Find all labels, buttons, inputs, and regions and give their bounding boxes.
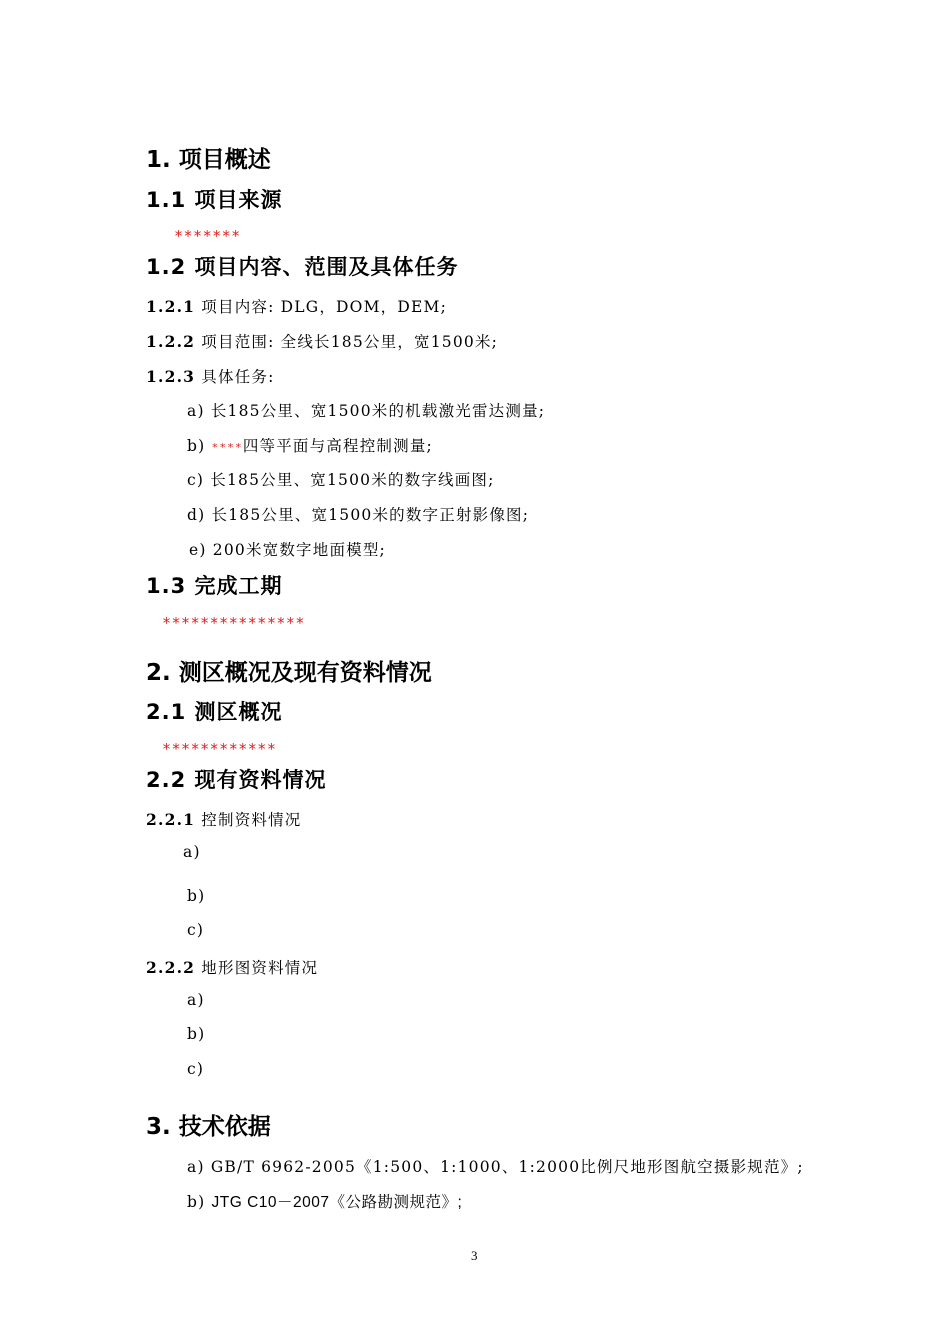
page-number: 3 xyxy=(471,1248,478,1263)
item-2-2-1 xyxy=(146,808,302,830)
reference-item-a xyxy=(187,1155,804,1177)
task-label: e) xyxy=(189,541,207,559)
task-label: c) xyxy=(187,471,205,489)
task-text: 长185公里、宽1500米的机载激光雷达测量; xyxy=(210,402,546,420)
task-placeholder: **** xyxy=(211,441,243,454)
section-3-heading: 3. 技术依据 xyxy=(146,1114,271,1140)
task-item-c xyxy=(187,468,495,490)
item-text: 项目范围: 全线长185公里，宽1500米; xyxy=(201,333,499,351)
section-2-2-heading: 2.2 现有资料情况 xyxy=(146,768,327,792)
task-text: 长185公里、宽1500米的数字正射影像图; xyxy=(211,506,530,524)
map-item-a: a) xyxy=(187,991,205,1009)
item-number: 1.2.2 xyxy=(146,332,196,351)
map-item-b: b) xyxy=(187,1025,206,1043)
item-number: 1.2.3 xyxy=(146,367,196,386)
item-text: 具体任务: xyxy=(201,368,275,386)
task-text: 四等平面与高程控制测量; xyxy=(242,437,433,455)
task-label: d) xyxy=(187,506,206,524)
item-text: 地形图资料情况 xyxy=(201,959,319,977)
section-2-heading: 2. 测区概况及现有资料情况 xyxy=(146,660,432,686)
task-text: 200米宽数字地面模型; xyxy=(212,541,386,559)
section-2-1-heading: 2.1 测区概况 xyxy=(146,700,283,724)
item-number: 1.2.1 xyxy=(146,297,196,316)
reference-label: b) xyxy=(187,1193,206,1211)
item-1-2-3 xyxy=(146,365,275,387)
section-1-heading: 1. 项目概述 xyxy=(146,147,271,173)
task-label: b) xyxy=(187,437,206,455)
item-text: 项目内容: DLG，DOM，DEM; xyxy=(201,298,447,316)
section-2-1-placeholder: ************ xyxy=(162,740,277,758)
task-label: a) xyxy=(187,402,205,420)
control-item-a: a) xyxy=(183,843,201,861)
section-1-1-placeholder: ******* xyxy=(174,227,241,245)
map-item-c: c) xyxy=(187,1060,205,1078)
section-1-2-heading: 1.2 项目内容、范围及具体任务 xyxy=(146,255,459,279)
item-number: 2.2.1 xyxy=(146,810,196,829)
item-1-2-2 xyxy=(146,330,498,352)
section-1-3-heading: 1.3 完成工期 xyxy=(146,574,283,598)
task-item-a xyxy=(187,399,545,421)
section-1-1-heading: 1.1 项目来源 xyxy=(146,188,283,212)
reference-text: JTG C10－2007《公路勘测规范》; xyxy=(211,1194,463,1211)
task-item-b xyxy=(187,434,433,456)
reference-text: GB/T 6962-2005《1:500、1:1000、1:2000比例尺地形图航空摄影规范》; xyxy=(210,1158,804,1176)
task-text: 长185公里、宽1500米的数字线画图; xyxy=(210,471,495,489)
item-1-2-1 xyxy=(146,295,447,317)
task-item-d xyxy=(187,503,529,525)
control-item-c: c) xyxy=(187,921,205,939)
item-2-2-2 xyxy=(146,956,318,978)
reference-item-b xyxy=(187,1190,462,1212)
task-item-e xyxy=(189,538,386,560)
section-1-3-placeholder: *************** xyxy=(162,614,305,632)
reference-label: a) xyxy=(187,1158,205,1176)
item-number: 2.2.2 xyxy=(146,958,196,977)
control-item-b: b) xyxy=(187,887,206,905)
item-text: 控制资料情况 xyxy=(201,811,302,829)
